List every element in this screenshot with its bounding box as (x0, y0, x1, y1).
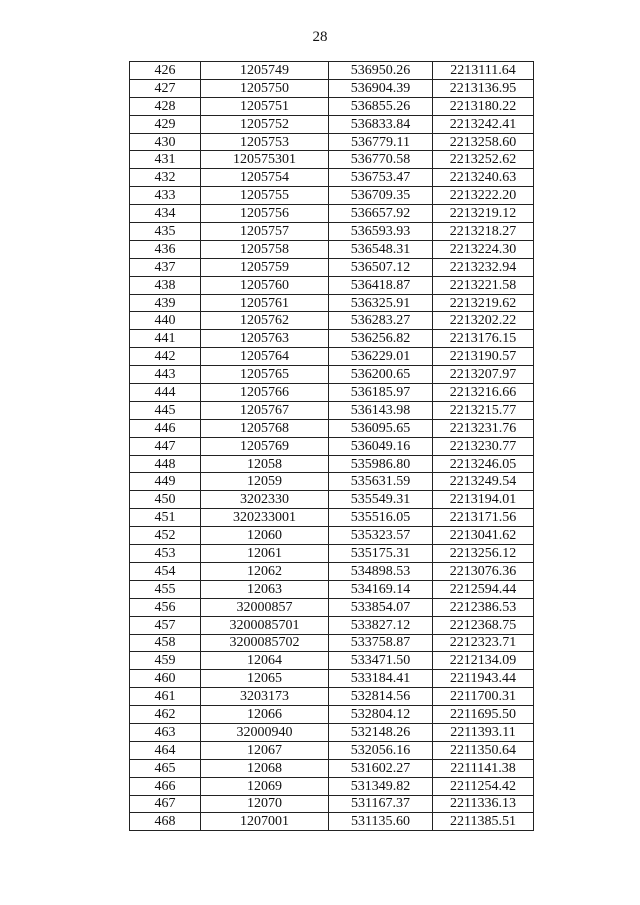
point-id-cell: 3200085701 (201, 616, 329, 634)
x-coordinate-cell: 536753.47 (329, 169, 433, 187)
x-coordinate-cell: 532804.12 (329, 706, 433, 724)
y-coordinate-cell: 2213231.76 (433, 419, 534, 437)
point-id-cell: 1205762 (201, 312, 329, 330)
x-coordinate-cell: 531167.37 (329, 795, 433, 813)
point-id-cell: 1205756 (201, 205, 329, 223)
table-row (130, 813, 534, 831)
y-coordinate-cell: 2213232.94 (433, 258, 534, 276)
y-coordinate-cell: 2213224.30 (433, 240, 534, 258)
x-coordinate-cell: 536095.65 (329, 419, 433, 437)
point-id-cell: 1205768 (201, 419, 329, 437)
row-index-cell: 458 (130, 634, 201, 652)
x-coordinate-cell: 536855.26 (329, 97, 433, 115)
table-row (130, 401, 534, 419)
y-coordinate-cell: 2213246.05 (433, 455, 534, 473)
point-id-cell: 12063 (201, 580, 329, 598)
x-coordinate-cell: 536418.87 (329, 276, 433, 294)
point-id-cell: 1205753 (201, 133, 329, 151)
row-index-cell: 441 (130, 330, 201, 348)
row-index-cell: 451 (130, 509, 201, 527)
x-coordinate-cell: 532056.16 (329, 741, 433, 759)
table-row (130, 276, 534, 294)
x-coordinate-cell: 532814.56 (329, 688, 433, 706)
y-coordinate-cell: 2213240.63 (433, 169, 534, 187)
table-row (130, 795, 534, 813)
point-id-cell: 1207001 (201, 813, 329, 831)
table-row (130, 97, 534, 115)
point-id-cell: 1205750 (201, 79, 329, 97)
y-coordinate-cell: 2213207.97 (433, 366, 534, 384)
point-id-cell: 12067 (201, 741, 329, 759)
row-index-cell: 466 (130, 777, 201, 795)
x-coordinate-cell: 536143.98 (329, 401, 433, 419)
x-coordinate-cell: 536593.93 (329, 223, 433, 241)
row-index-cell: 434 (130, 205, 201, 223)
x-coordinate-cell: 533758.87 (329, 634, 433, 652)
table-row (130, 366, 534, 384)
row-index-cell: 442 (130, 348, 201, 366)
point-id-cell: 1205766 (201, 384, 329, 402)
row-index-cell: 468 (130, 813, 201, 831)
row-index-cell: 467 (130, 795, 201, 813)
point-id-cell: 1205749 (201, 62, 329, 80)
coordinates-table-body (130, 62, 534, 831)
table-row (130, 562, 534, 580)
point-id-cell: 32000857 (201, 598, 329, 616)
row-index-cell: 450 (130, 491, 201, 509)
x-coordinate-cell: 536185.97 (329, 384, 433, 402)
x-coordinate-cell: 536229.01 (329, 348, 433, 366)
table-row (130, 312, 534, 330)
point-id-cell: 1205754 (201, 169, 329, 187)
table-row (130, 723, 534, 741)
y-coordinate-cell: 2213258.60 (433, 133, 534, 151)
x-coordinate-cell: 532148.26 (329, 723, 433, 741)
x-coordinate-cell: 536507.12 (329, 258, 433, 276)
row-index-cell: 430 (130, 133, 201, 151)
row-index-cell: 447 (130, 437, 201, 455)
row-index-cell: 448 (130, 455, 201, 473)
x-coordinate-cell: 536657.92 (329, 205, 433, 223)
row-index-cell: 429 (130, 115, 201, 133)
y-coordinate-cell: 2212386.53 (433, 598, 534, 616)
table-row (130, 670, 534, 688)
table-row (130, 652, 534, 670)
point-id-cell: 12060 (201, 527, 329, 545)
table-row (130, 598, 534, 616)
table-row (130, 62, 534, 80)
table-row (130, 437, 534, 455)
table-row (130, 384, 534, 402)
y-coordinate-cell: 2212594.44 (433, 580, 534, 598)
row-index-cell: 465 (130, 759, 201, 777)
table-row (130, 133, 534, 151)
row-index-cell: 460 (130, 670, 201, 688)
point-id-cell: 1205769 (201, 437, 329, 455)
x-coordinate-cell: 536200.65 (329, 366, 433, 384)
x-coordinate-cell: 536770.58 (329, 151, 433, 169)
row-index-cell: 433 (130, 187, 201, 205)
table-row (130, 580, 534, 598)
point-id-cell: 1205763 (201, 330, 329, 348)
x-coordinate-cell: 535631.59 (329, 473, 433, 491)
y-coordinate-cell: 2213219.12 (433, 205, 534, 223)
table-row (130, 473, 534, 491)
table-row (130, 491, 534, 509)
point-id-cell: 12065 (201, 670, 329, 688)
point-id-cell: 1205751 (201, 97, 329, 115)
point-id-cell: 1205767 (201, 401, 329, 419)
x-coordinate-cell: 536950.26 (329, 62, 433, 80)
point-id-cell: 3200085702 (201, 634, 329, 652)
table-row (130, 294, 534, 312)
table-row (130, 759, 534, 777)
row-index-cell: 427 (130, 79, 201, 97)
table-row (130, 205, 534, 223)
x-coordinate-cell: 536709.35 (329, 187, 433, 205)
point-id-cell: 12061 (201, 545, 329, 563)
row-index-cell: 444 (130, 384, 201, 402)
row-index-cell: 453 (130, 545, 201, 563)
y-coordinate-cell: 2211695.50 (433, 706, 534, 724)
x-coordinate-cell: 536548.31 (329, 240, 433, 258)
y-coordinate-cell: 2213256.12 (433, 545, 534, 563)
x-coordinate-cell: 536256.82 (329, 330, 433, 348)
x-coordinate-cell: 535323.57 (329, 527, 433, 545)
row-index-cell: 431 (130, 151, 201, 169)
y-coordinate-cell: 2211385.51 (433, 813, 534, 831)
y-coordinate-cell: 2211700.31 (433, 688, 534, 706)
point-id-cell: 1205757 (201, 223, 329, 241)
table-row (130, 330, 534, 348)
row-index-cell: 440 (130, 312, 201, 330)
coordinates-table (129, 61, 534, 831)
x-coordinate-cell: 536779.11 (329, 133, 433, 151)
row-index-cell: 436 (130, 240, 201, 258)
x-coordinate-cell: 536833.84 (329, 115, 433, 133)
y-coordinate-cell: 2213136.95 (433, 79, 534, 97)
point-id-cell: 3203173 (201, 688, 329, 706)
row-index-cell: 428 (130, 97, 201, 115)
point-id-cell: 1205765 (201, 366, 329, 384)
x-coordinate-cell: 536904.39 (329, 79, 433, 97)
x-coordinate-cell: 533184.41 (329, 670, 433, 688)
row-index-cell: 455 (130, 580, 201, 598)
x-coordinate-cell: 533854.07 (329, 598, 433, 616)
point-id-cell: 1205759 (201, 258, 329, 276)
row-index-cell: 435 (130, 223, 201, 241)
y-coordinate-cell: 2211254.42 (433, 777, 534, 795)
table-row (130, 115, 534, 133)
y-coordinate-cell: 2213242.41 (433, 115, 534, 133)
row-index-cell: 459 (130, 652, 201, 670)
row-index-cell: 449 (130, 473, 201, 491)
y-coordinate-cell: 2213076.36 (433, 562, 534, 580)
point-id-cell: 320233001 (201, 509, 329, 527)
point-id-cell: 12068 (201, 759, 329, 777)
point-id-cell: 12062 (201, 562, 329, 580)
row-index-cell: 426 (130, 62, 201, 80)
point-id-cell: 12058 (201, 455, 329, 473)
y-coordinate-cell: 2213176.15 (433, 330, 534, 348)
point-id-cell: 12069 (201, 777, 329, 795)
table-row (130, 258, 534, 276)
point-id-cell: 3202330 (201, 491, 329, 509)
point-id-cell: 1205764 (201, 348, 329, 366)
row-index-cell: 446 (130, 419, 201, 437)
y-coordinate-cell: 2212134.09 (433, 652, 534, 670)
table-row (130, 223, 534, 241)
point-id-cell: 32000940 (201, 723, 329, 741)
row-index-cell: 456 (130, 598, 201, 616)
table-row (130, 634, 534, 652)
row-index-cell: 464 (130, 741, 201, 759)
table-row (130, 616, 534, 634)
x-coordinate-cell: 535175.31 (329, 545, 433, 563)
table-row (130, 151, 534, 169)
table-row (130, 688, 534, 706)
point-id-cell: 12070 (201, 795, 329, 813)
x-coordinate-cell: 536049.16 (329, 437, 433, 455)
x-coordinate-cell: 531135.60 (329, 813, 433, 831)
x-coordinate-cell: 536325.91 (329, 294, 433, 312)
row-index-cell: 443 (130, 366, 201, 384)
point-id-cell: 12064 (201, 652, 329, 670)
y-coordinate-cell: 2213194.01 (433, 491, 534, 509)
y-coordinate-cell: 2213190.57 (433, 348, 534, 366)
x-coordinate-cell: 536283.27 (329, 312, 433, 330)
y-coordinate-cell: 2213215.77 (433, 401, 534, 419)
row-index-cell: 463 (130, 723, 201, 741)
y-coordinate-cell: 2213249.54 (433, 473, 534, 491)
y-coordinate-cell: 2213171.56 (433, 509, 534, 527)
point-id-cell: 12066 (201, 706, 329, 724)
point-id-cell: 1205755 (201, 187, 329, 205)
point-id-cell: 1205752 (201, 115, 329, 133)
table-row (130, 419, 534, 437)
x-coordinate-cell: 533827.12 (329, 616, 433, 634)
y-coordinate-cell: 2213218.27 (433, 223, 534, 241)
x-coordinate-cell: 534169.14 (329, 580, 433, 598)
row-index-cell: 454 (130, 562, 201, 580)
y-coordinate-cell: 2211336.13 (433, 795, 534, 813)
row-index-cell: 457 (130, 616, 201, 634)
row-index-cell: 439 (130, 294, 201, 312)
x-coordinate-cell: 535549.31 (329, 491, 433, 509)
table-row (130, 545, 534, 563)
x-coordinate-cell: 535986.80 (329, 455, 433, 473)
row-index-cell: 461 (130, 688, 201, 706)
point-id-cell: 1205758 (201, 240, 329, 258)
row-index-cell: 438 (130, 276, 201, 294)
y-coordinate-cell: 2213222.20 (433, 187, 534, 205)
y-coordinate-cell: 2213111.64 (433, 62, 534, 80)
row-index-cell: 432 (130, 169, 201, 187)
row-index-cell: 445 (130, 401, 201, 419)
row-index-cell: 437 (130, 258, 201, 276)
x-coordinate-cell: 531602.27 (329, 759, 433, 777)
y-coordinate-cell: 2213221.58 (433, 276, 534, 294)
y-coordinate-cell: 2213041.62 (433, 527, 534, 545)
table-row (130, 187, 534, 205)
row-index-cell: 452 (130, 527, 201, 545)
y-coordinate-cell: 2213216.66 (433, 384, 534, 402)
x-coordinate-cell: 531349.82 (329, 777, 433, 795)
point-id-cell: 1205760 (201, 276, 329, 294)
y-coordinate-cell: 2211141.38 (433, 759, 534, 777)
x-coordinate-cell: 534898.53 (329, 562, 433, 580)
y-coordinate-cell: 2213202.22 (433, 312, 534, 330)
table-row (130, 348, 534, 366)
point-id-cell: 120575301 (201, 151, 329, 169)
table-row (130, 79, 534, 97)
y-coordinate-cell: 2213180.22 (433, 97, 534, 115)
table-row (130, 169, 534, 187)
x-coordinate-cell: 535516.05 (329, 509, 433, 527)
y-coordinate-cell: 2213230.77 (433, 437, 534, 455)
table-row (130, 509, 534, 527)
table-row (130, 706, 534, 724)
y-coordinate-cell: 2213219.62 (433, 294, 534, 312)
page-number: 28 (312, 29, 328, 45)
table-row (130, 240, 534, 258)
y-coordinate-cell: 2211350.64 (433, 741, 534, 759)
row-index-cell: 462 (130, 706, 201, 724)
y-coordinate-cell: 2213252.62 (433, 151, 534, 169)
y-coordinate-cell: 2212323.71 (433, 634, 534, 652)
point-id-cell: 1205761 (201, 294, 329, 312)
table-row (130, 777, 534, 795)
y-coordinate-cell: 2211393.11 (433, 723, 534, 741)
table-row (130, 455, 534, 473)
table-row (130, 741, 534, 759)
y-coordinate-cell: 2211943.44 (433, 670, 534, 688)
point-id-cell: 12059 (201, 473, 329, 491)
x-coordinate-cell: 533471.50 (329, 652, 433, 670)
y-coordinate-cell: 2212368.75 (433, 616, 534, 634)
table-row (130, 527, 534, 545)
